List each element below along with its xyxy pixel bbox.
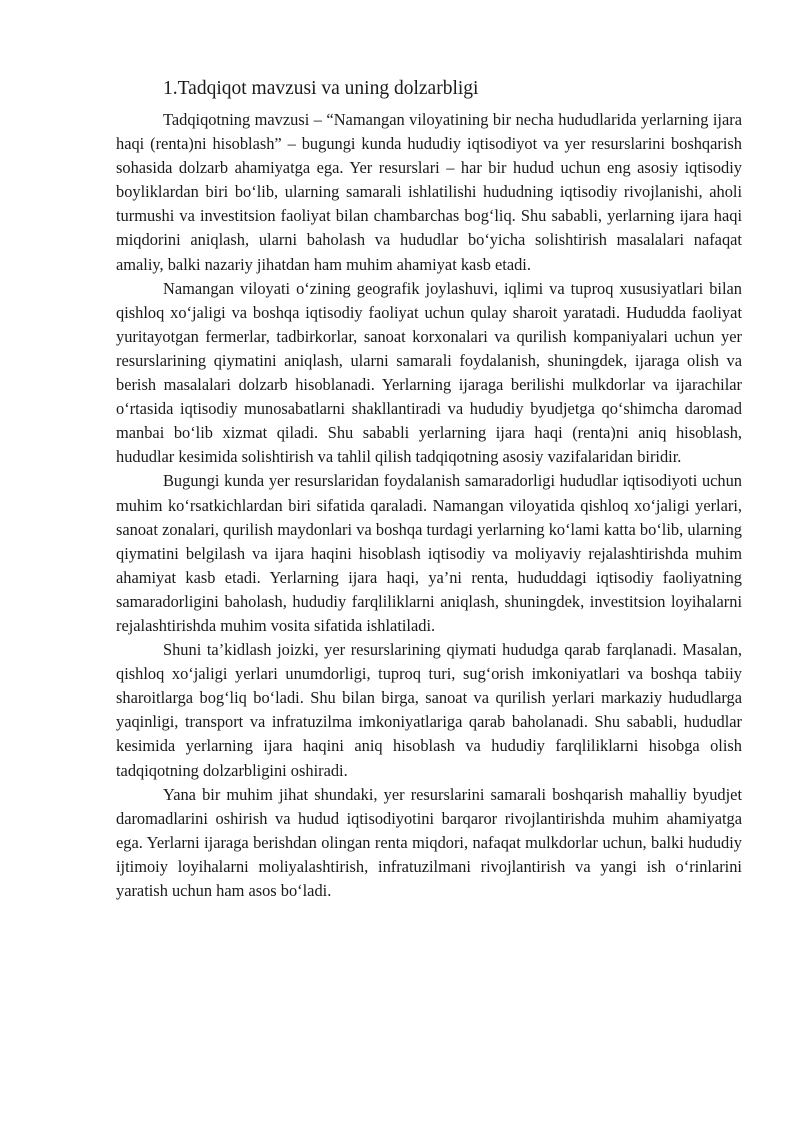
paragraph-topic: Tadqiqotning mavzusi – “Namangan viloyatining bir necha hududlarida yerlarning ijara haqi (renta)ni hisoblash” – bugungi kunda hududiy iqtisodiyot va yer resurslarini boshqarish sohasida dolzarb ahamiyatga ega. Yer resurslari – har bir hudud uchun eng asosiy iqtisodiy boyliklardan biri boʻlib, ularning samarali ishlatilishi hududning iqtisodiy rivojlanishi, aholi turmushi va investitsion faoliyat bilan chambarchas bogʻliq. Shu sababli, yerlarning ijara haqi miqdorini aniqlash, ularni baholash va hududlar boʻyicha solishtirish masalalari nafaqat amaliy, balki nazariy jihatdan ham muhim ahamiyat kasb etadi. [116,110,742,274]
paragraph-land-value-differences: Shuni ta’kidlash joizki, yer resurslarining qiymati hududga qarab farqlanadi. Masalan, qishloq xoʻjaligi yerlari unumdorligi, tuproq turi, sugʻorish imkoniyatlari va boshqa tabiiy sharoitlarga bogʻliq boʻladi. Shu bilan birga, sanoat va qurilish yerlari markaziy hududlarga yaqinligi, transport va infratuzilma imkoniyatlariga qarab baholanadi. Shu sababli, hududlar kesimida yerlarning ijara haqini aniq hisoblash va hududiy farqliliklarni hisobga olish tadqiqotning dolzarbligini oshiradi. [116,640,742,780]
section-heading: 1.Tadqiqot mavzusi va uning dolzarbligi [163,78,479,99]
paragraph-budget-importance: Yana bir muhim jihat shundaki, yer resurslarini samarali boshqarish mahalliy byudjet daromadlarini oshirish va hudud iqtisodiyotini barqaror rivojlantirishda muhim ahamiyatga ega. Yerlarni ijaraga berishdan olingan renta miqdori, nafaqat mulkdorlar uchun, balki hududiy ijtimoiy loyihalarni moliyalashtirish, infratuzilmani rivojlantirish va yangi ish oʻrinlarini yaratish uchun ham asos boʻladi. [116,784,742,900]
paragraph-namangan-region: Namangan viloyati oʻzining geografik joylashuvi, iqlimi va tuproq xususiyatlari bilan qishloq xoʻjaligi va boshqa iqtisodiy faoliyat uchun qulay sharoit yaratadi. Hududda faoliyat yuritayotgan fermerlar, tadbirkorlar, sanoat korxonalari va qurilish kompaniyalari uchun yer resurslarining qiymatini aniqlash, ularni samarali foydalanish, shuningdek, ijaraga olish va berish masalalari dolzarb hisoblanadi. Yerlarning ijaraga berilishi mulkdorlar va ijarachilar oʻrtasida iqtisodiy munosabatlarni shakllantiradi va hududiy byudjetga qoʻshimcha daromad manbai boʻlib xizmat qiladi. Shu sababli yerlarning ijara haqi (renta)ni aniq hisoblash, hududlar kesimida solishtirish va tahlil qilish tadqiqotning asosiy vazifalaridan biridir. [116,278,742,467]
document-page [116,76,742,903]
paragraph-land-efficiency: Bugungi kunda yer resurslaridan foydalanish samaradorligi hududlar iqtisodiyoti uchun muhim koʻrsatkichlardan biri sifatida qaraladi. Namangan viloyatida qishloq xoʻjaligi yerlari, sanoat zonalari, qurilish maydonlari va boshqa turdagi yerlarning koʻlami katta boʻlib, ularning qiymatini belgilash va ijara haqini hisoblash iqtisodiy va moliyaviy rejalashtirishda muhim ahamiyat kasb etadi. Yerlarning ijara haqi, ya’ni renta, hududdagi iqtisodiy faoliyatning samaradorligini baholash, hududiy farqliliklarni aniqlash, shuningdek, investitsion loyihalarni rejalashtirishda muhim vosita sifatida ishlatiladi. [116,471,742,635]
